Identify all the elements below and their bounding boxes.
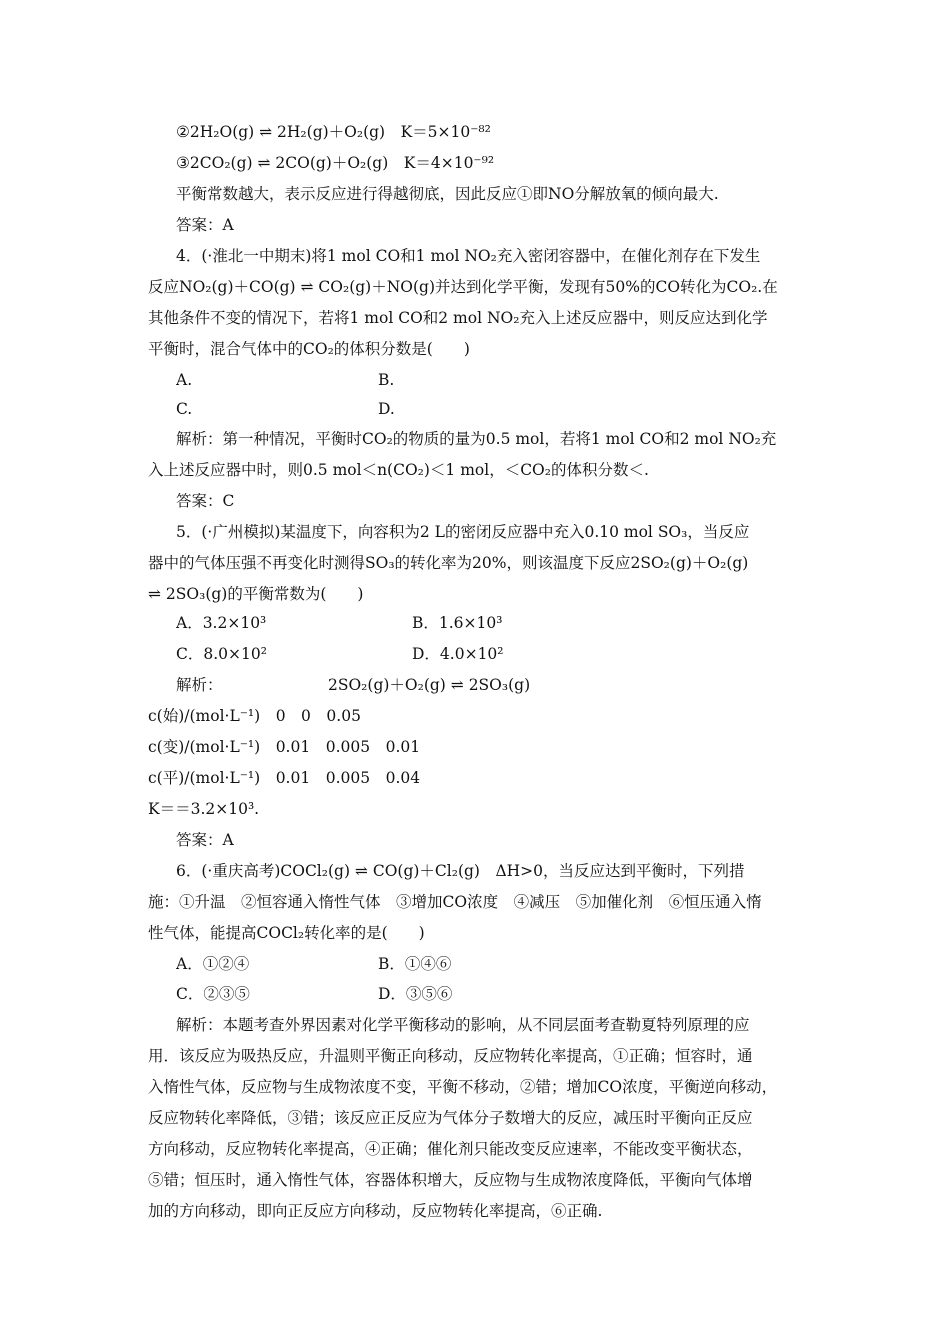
text-line: 方向移动，反应物转化率提高，④正确；催化剂只能改变反应速率，不能改变平衡状态， (148, 1140, 753, 1158)
text-line: 平衡时，混合气体中的CO₂的体积分数是( ) (148, 340, 470, 358)
options-row (176, 982, 818, 1006)
analysis-line: 解析：本题考查外界因素对化学平衡移动的影响，从不同层面考查勒夏特列原理的应 (176, 1016, 750, 1034)
text-line: 入上述反应器中时，则0.5 mol＜n(CO₂)＜1 mol，＜CO₂的体积分数＜. (148, 461, 649, 479)
analysis-label: 解析： (176, 676, 223, 694)
option-a: A．3.2×10³ (176, 614, 267, 632)
options-row (176, 952, 818, 976)
text-line: ⑤错；恒压时，通入惰性气体，容器体积增大，反应物与生成物浓度降低，平衡向气体增 (148, 1171, 753, 1189)
options-row (176, 611, 818, 635)
table-row-initial: c(始)/(mol·L⁻¹) 0 0 0.05 (148, 707, 361, 725)
text-line: 用．该反应为吸热反应，升温则平衡正向移动，反应物转化率提高，①正确；恒容时，通 (148, 1047, 753, 1065)
answer-line: 答案：C (176, 492, 235, 510)
option-b: B．1.6×10³ (412, 614, 503, 632)
option-d: D．4.0×10² (412, 645, 504, 663)
option-b: B．①④⑥ (378, 955, 452, 973)
options-row (176, 368, 818, 392)
reaction-equation: 2SO₂(g)＋O₂(g) ⇌ 2SO₃(g) (328, 676, 531, 694)
text-line: 反应物转化率降低，③错；该反应正反应为气体分子数增大的反应，减压时平衡向正反应 (148, 1109, 753, 1127)
text-line: ③2CO₂(g) ⇌ 2CO(g)＋O₂(g) K＝4×10⁻⁹² (176, 154, 495, 172)
text-line: 反应NO₂(g)＋CO(g) ⇌ CO₂(g)＋NO(g)并达到化学平衡，发现有50%的CO转化为CO₂.在 (148, 278, 778, 296)
question-6-text: 6．(·重庆高考)COCl₂(g) ⇌ CO(g)＋Cl₂(g) ΔH>0，当反应达到平衡时，下列措 (176, 862, 745, 880)
question-5-text: 5．(·广州模拟)某温度下，向容积为2 L的密闭反应器中充入0.10 mol SO₃，当反应 (176, 523, 750, 541)
analysis-line: 解析：第一种情况，平衡时CO₂的物质的量为0.5 mol，若将1 mol CO和2 mol NO₂充 (176, 430, 777, 448)
text-line: 入惰性气体，反应物与生成物浓度不变，平衡不移动，②错；增加CO浓度，平衡逆向移动， (148, 1078, 778, 1096)
options-row (176, 642, 818, 666)
text-line: 器中的气体压强不再变化时测得SO₃的转化率为20%，则该温度下反应2SO₂(g)＋O₂(g) (148, 554, 749, 572)
options-row (176, 397, 818, 421)
option-c: C．②③⑤ (176, 985, 250, 1003)
option-a: A．①②④ (176, 955, 250, 973)
analysis-line (176, 673, 818, 697)
text-line: 性气体，能提高COCl₂转化率的是( ) (148, 924, 425, 942)
table-row-equilibrium: c(平)/(mol·L⁻¹) 0.01 0.005 0.04 (148, 769, 421, 787)
option-d: D. (378, 400, 395, 418)
text-line: 施：①升温 ②恒容通入惰性气体 ③增加CO浓度 ④减压 ⑤加催化剂 ⑥恒压通入惰 (148, 893, 762, 911)
text-line: 加的方向移动，即向正反应方向移动，反应物转化率提高，⑥正确. (148, 1202, 603, 1220)
text-line: 平衡常数越大，表示反应进行得越彻底，因此反应①即NO分解放氧的倾向最大. (176, 185, 719, 203)
option-a: A. (176, 371, 193, 389)
k-result: K＝＝3.2×10³. (148, 800, 260, 818)
text-line: ⇌ 2SO₃(g)的平衡常数为( ) (148, 585, 364, 603)
text-line: 其他条件不变的情况下，若将1 mol CO和2 mol NO₂充入上述反应器中，则反应达到化学 (148, 309, 768, 327)
option-d: D．③⑤⑥ (378, 985, 453, 1003)
option-c: C. (176, 400, 193, 418)
table-row-change: c(变)/(mol·L⁻¹) 0.01 0.005 0.01 (148, 738, 421, 756)
answer-line: 答案：A (176, 216, 234, 234)
question-4-text: 4．(·淮北一中期末)将1 mol CO和1 mol NO₂充入密闭容器中，在催化剂存在下发生 (176, 247, 761, 265)
text-line: ②2H₂O(g) ⇌ 2H₂(g)＋O₂(g) K＝5×10⁻⁸² (176, 123, 491, 141)
option-c: C．8.0×10² (176, 645, 267, 663)
option-b: B. (378, 371, 395, 389)
answer-line: 答案：A (176, 831, 234, 849)
